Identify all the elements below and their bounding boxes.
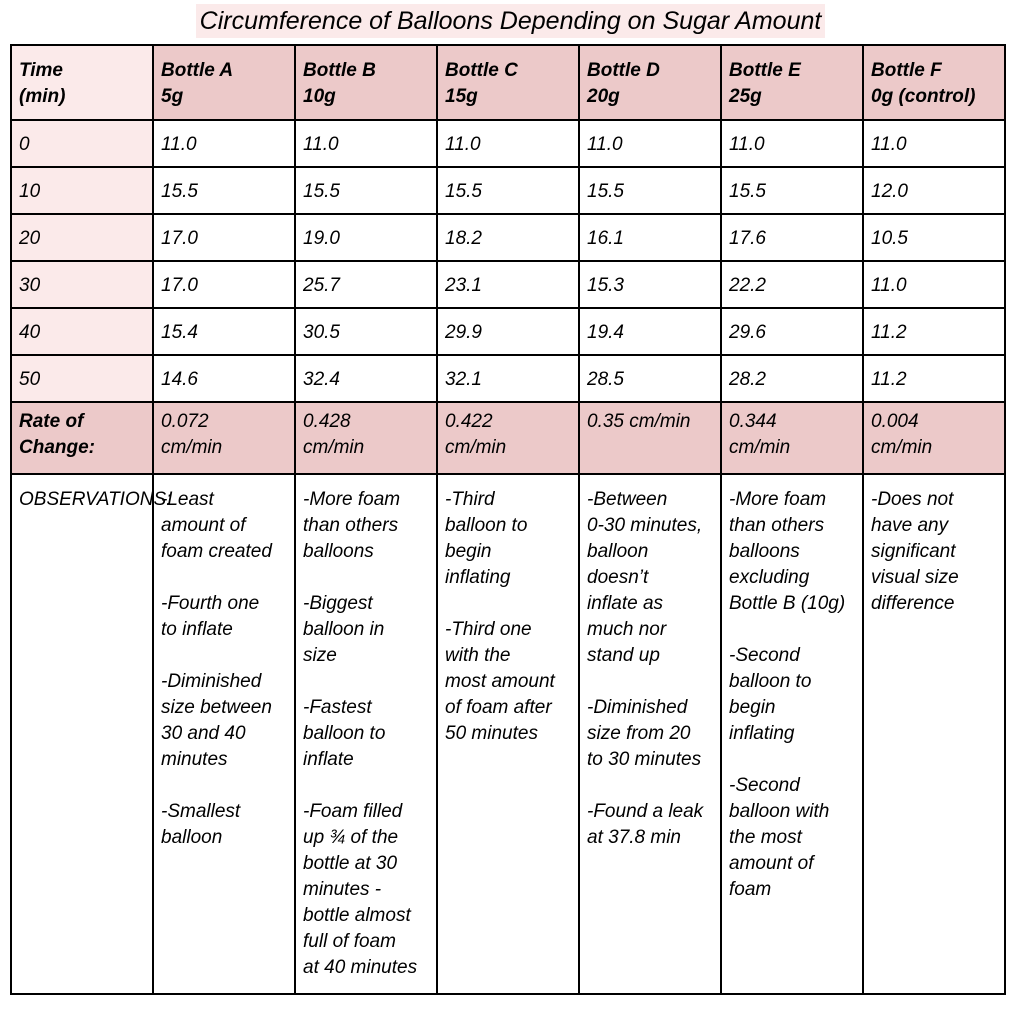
header-row — [11, 45, 1005, 120]
value-cell: 29.6 — [721, 308, 863, 355]
rate-cell: 0.35 cm/min — [579, 402, 721, 474]
rate-cell: 0.428 cm/min — [295, 402, 437, 474]
time-cell: 50 — [11, 355, 153, 402]
value-cell: 19.0 — [295, 214, 437, 261]
value-cell: 30.5 — [295, 308, 437, 355]
value-cell: 12.0 — [863, 167, 1005, 214]
value-cell: 15.4 — [153, 308, 295, 355]
value-cell: 15.5 — [295, 167, 437, 214]
value-cell: 17.0 — [153, 261, 295, 308]
table-row — [11, 308, 1005, 355]
header-bottle-e: Bottle E 25g — [721, 45, 863, 120]
table-row — [11, 120, 1005, 167]
observations-row — [11, 474, 1005, 994]
value-cell: 25.7 — [295, 261, 437, 308]
observations-label: OBSERVATIONS: — [11, 474, 153, 994]
observation-cell: -Least amount of foam created -Fourth one to inflate -Diminished size between 30 and 40 minutes -Smallest balloon — [153, 474, 295, 994]
value-cell: 11.0 — [579, 120, 721, 167]
value-cell: 15.5 — [579, 167, 721, 214]
observation-cell: -Between 0-30 minutes, balloon doesn’t inflate as much nor stand up -Diminished size from 20 to 30 minutes -Found a leak at 37.8 min — [579, 474, 721, 994]
value-cell: 17.0 — [153, 214, 295, 261]
value-cell: 15.3 — [579, 261, 721, 308]
header-bottle-d: Bottle D 20g — [579, 45, 721, 120]
observation-cell: -Does not have any significant visual size difference — [863, 474, 1005, 994]
value-cell: 17.6 — [721, 214, 863, 261]
time-cell: 0 — [11, 120, 153, 167]
value-cell: 11.0 — [153, 120, 295, 167]
value-cell: 32.1 — [437, 355, 579, 402]
time-cell: 20 — [11, 214, 153, 261]
value-cell: 16.1 — [579, 214, 721, 261]
observation-cell: -Third balloon to begin inflating -Third one with the most amount of foam after 50 minutes — [437, 474, 579, 994]
value-cell: 22.2 — [721, 261, 863, 308]
value-cell: 11.0 — [721, 120, 863, 167]
header-bottle-c: Bottle C 15g — [437, 45, 579, 120]
value-cell: 11.0 — [863, 120, 1005, 167]
rate-of-change-row — [11, 402, 1005, 474]
table-row — [11, 214, 1005, 261]
header-bottle-a: Bottle A 5g — [153, 45, 295, 120]
header-bottle-b: Bottle B 10g — [295, 45, 437, 120]
value-cell: 10.5 — [863, 214, 1005, 261]
value-cell: 11.0 — [295, 120, 437, 167]
value-cell: 11.2 — [863, 355, 1005, 402]
rate-label: Rate of Change: — [11, 402, 153, 474]
value-cell: 28.5 — [579, 355, 721, 402]
table-title: Circumference of Balloons Depending on Sugar Amount — [196, 4, 826, 38]
value-cell: 18.2 — [437, 214, 579, 261]
value-cell: 11.2 — [863, 308, 1005, 355]
observation-cell: -More foam than others balloons -Biggest balloon in size -Fastest balloon to inflate -Foam filled up ¾ of the bottle at 30 minutes - bottle almost full of foam at 40 minutes — [295, 474, 437, 994]
observation-cell: -More foam than others balloons excluding Bottle B (10g) -Second balloon to begin inflating -Second balloon with the most amount of foam — [721, 474, 863, 994]
rate-cell: 0.422 cm/min — [437, 402, 579, 474]
time-cell: 40 — [11, 308, 153, 355]
value-cell: 11.0 — [863, 261, 1005, 308]
value-cell: 19.4 — [579, 308, 721, 355]
value-cell: 15.5 — [437, 167, 579, 214]
value-cell: 23.1 — [437, 261, 579, 308]
table-row — [11, 261, 1005, 308]
value-cell: 14.6 — [153, 355, 295, 402]
value-cell: 29.9 — [437, 308, 579, 355]
rate-cell: 0.072 cm/min — [153, 402, 295, 474]
value-cell: 15.5 — [153, 167, 295, 214]
table-row — [11, 355, 1005, 402]
time-cell: 30 — [11, 261, 153, 308]
value-cell: 11.0 — [437, 120, 579, 167]
value-cell: 32.4 — [295, 355, 437, 402]
header-bottle-f: Bottle F 0g (control) — [863, 45, 1005, 120]
value-cell: 28.2 — [721, 355, 863, 402]
rate-cell: 0.004 cm/min — [863, 402, 1005, 474]
balloon-data-table — [10, 44, 1006, 995]
header-time: Time (min) — [11, 45, 153, 120]
table-row — [11, 167, 1005, 214]
rate-cell: 0.344 cm/min — [721, 402, 863, 474]
time-cell: 10 — [11, 167, 153, 214]
value-cell: 15.5 — [721, 167, 863, 214]
